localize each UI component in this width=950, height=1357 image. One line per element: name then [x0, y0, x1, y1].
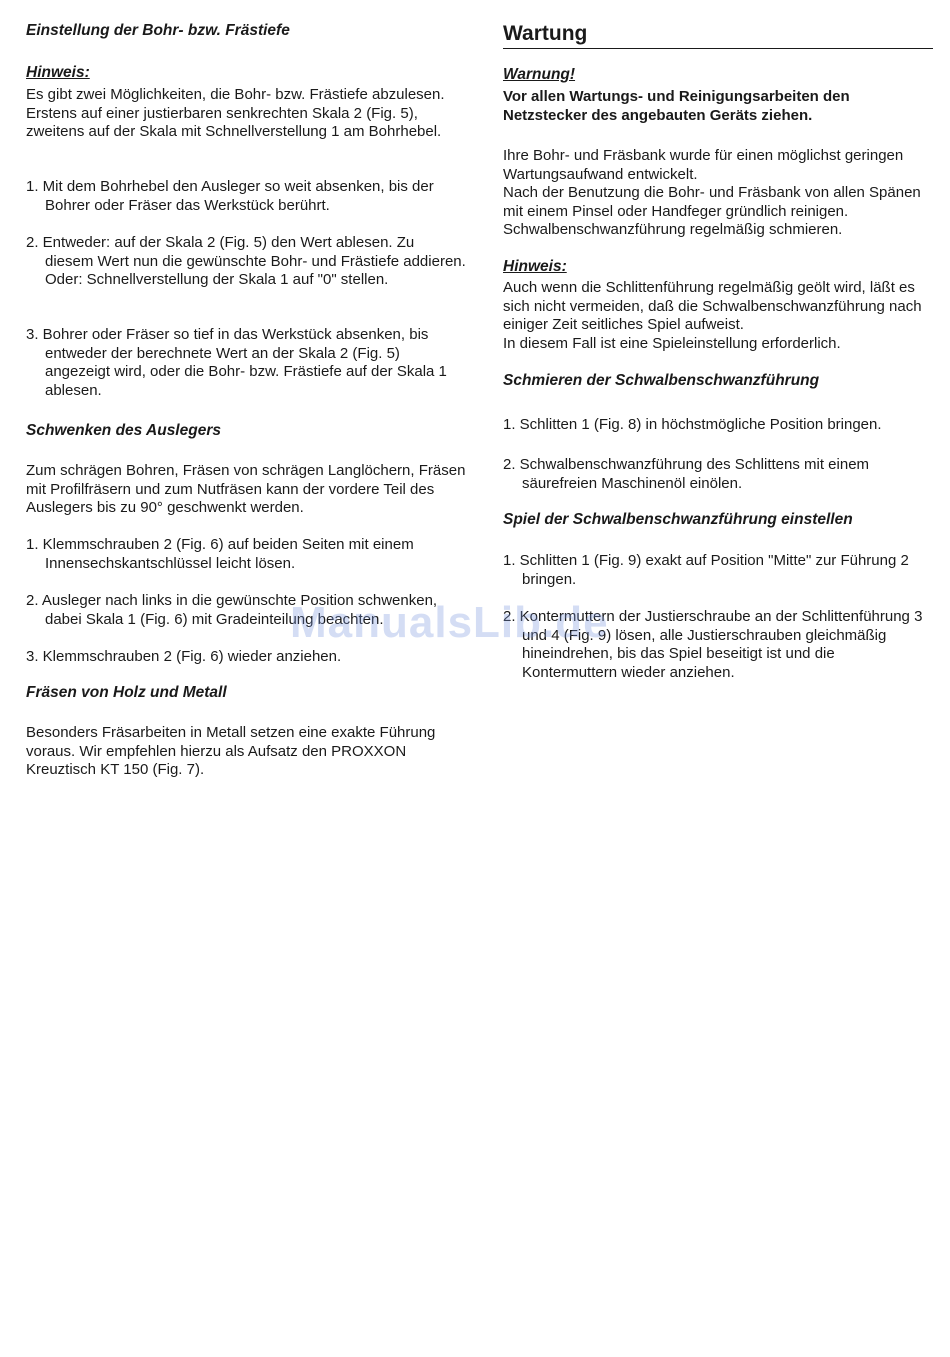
list-item: 1. Mit dem Bohrhebel den Ausleger so weit absenken, bis der Bohrer oder Fräser das Werkstück berührt. [26, 178, 434, 214]
heading-einstellung-bohrtiefe: Einstellung der Bohr- bzw. Frästiefe [26, 22, 290, 39]
section-heading-fraesen [26, 684, 466, 702]
steps-schwenken-1 [26, 536, 466, 573]
hinweis-right-paragraph-2: In diesem Fall ist eine Spieleinstellung erforderlich. [503, 334, 841, 352]
section-heading-schwenken [26, 422, 466, 440]
fraesen-paragraph-block [26, 724, 466, 780]
section-heading-bohrtiefe [26, 22, 466, 40]
list-item: 1. Schlitten 1 (Fig. 8) in höchstmögliche Position bringen. [503, 416, 882, 433]
heading-fraesen: Fräsen von Holz und Metall [26, 684, 227, 701]
list-item: 3. Klemmschrauben 2 (Fig. 6) wieder anziehen. [26, 648, 342, 665]
warnung-label: Warnung! [503, 66, 576, 83]
warnung-paragraph: Vor allen Wartungs- und Reinigungsarbeiten den Netzstecker des angebauten Geräts ziehen. [503, 88, 850, 124]
wartung-paragraph-2: Nach der Benutzung die Bohr- und Fräsbank von allen Spänen mit einem Pinsel oder Handfeger gründlich reinigen. Schwalbenschwanzführung regelmäßig schmieren. [503, 184, 921, 239]
section-heading-schmieren [503, 372, 933, 390]
wartung-paragraph-block [503, 147, 933, 240]
section-heading-spiel [503, 511, 933, 529]
list-item: 2. Ausleger nach links in die gewünschte Position schwenken, dabei Skala 1 (Fig. 6) mit Gradeinteilung beachten. [26, 592, 438, 628]
hinweis-right-block [503, 258, 933, 276]
list-item: 1. Schlitten 1 (Fig. 9) exakt auf Position "Mitte" zur Führung 2 bringen. [503, 552, 909, 588]
hinweis-paragraph-block [26, 86, 466, 142]
steps-spiel-2 [503, 608, 933, 682]
hinweis-paragraph: Es gibt zwei Möglichkeiten, die Bohr- bzw. Frästiefe abzulesen. Erstens auf einer justierbaren senkrechten Skala 2 (Fig. 5), zweitens auf der Skala mit Schnellverstellung 1 am Bohrhebel. [26, 86, 445, 141]
list-item: 2. Kontermuttern der Justierschraube an der Schlittenführung 3 und 4 (Fig. 9) lösen, alle Justierschrauben gleichmäßig hineindrehen, bis das Spiel beseitigt ist und die Kontermuttern wieder anziehen. [503, 608, 923, 681]
steps-schwenken-2 [26, 592, 466, 629]
steps-spiel-1 [503, 552, 933, 589]
hinweis-right-label: Hinweis: [503, 258, 567, 275]
list-item: 2. Entweder: auf der Skala 2 (Fig. 5) den Wert ablesen. Zu diesem Wert nun die gewünschte Bohr- und Frästiefe addieren. [26, 234, 466, 270]
steps-bohrtiefe-3 [26, 326, 466, 400]
steps-bohrtiefe-1 [26, 178, 466, 215]
steps-schmieren-1 [503, 416, 933, 435]
page-title: Wartung [503, 22, 933, 49]
watermark: ManualsLib.de [290, 598, 609, 647]
steps-schmieren-2 [503, 456, 933, 493]
schwenken-paragraph-block [26, 462, 466, 518]
list-item-continuation: Oder: Schnellverstellung der Skala 1 auf "0" stellen. [45, 271, 389, 289]
list-item: 2. Schwalbenschwanzführung des Schlittens mit einem säurefreien Maschinenöl einölen. [503, 456, 870, 492]
hinweis-label: Hinweis: [26, 64, 90, 81]
schwenken-paragraph: Zum schrägen Bohren, Fräsen von schrägen Langlöchern, Fräsen mit Profilfräsern und zum Nutfräsen kann der vordere Teil des Auslegers bis zu 90° geschwenkt werden. [26, 462, 466, 517]
heading-schmieren: Schmieren der Schwalbenschwanzführung [503, 372, 820, 389]
steps-bohrtiefe-2 [26, 234, 466, 290]
hinweis-block [26, 64, 466, 82]
heading-spiel: Spiel der Schwalbenschwanzführung einstellen [503, 511, 853, 528]
hinweis-right-paragraph-block [503, 279, 933, 353]
warnung-block [503, 66, 933, 84]
wartung-title-block [503, 22, 933, 49]
hinweis-right-paragraph-1: Auch wenn die Schlittenführung regelmäßig geölt wird, läßt es sich nicht vermeiden, daß die Schwalbenschwanzführung nach einiger Zeit seitliches Spiel aufweist. [503, 279, 922, 334]
fraesen-paragraph: Besonders Fräsarbeiten in Metall setzen eine exakte Führung voraus. Wir empfehlen hierzu als Aufsatz den PROXXON Kreuztisch KT 150 (Fig. 7). [26, 724, 436, 779]
list-item: 1. Klemmschrauben 2 (Fig. 6) auf beiden Seiten mit einem Innensechskantschlüssel leicht lösen. [26, 536, 414, 572]
heading-schwenken: Schwenken des Auslegers [26, 422, 221, 439]
warnung-paragraph-block [503, 88, 933, 125]
wartung-paragraph-1: Ihre Bohr- und Fräsbank wurde für einen möglichst geringen Wartungsaufwand entwickelt. [503, 147, 904, 183]
steps-schwenken-3 [26, 648, 466, 667]
list-item: 3. Bohrer oder Fräser so tief in das Werkstück absenken, bis entweder der berechnete Wert an der Skala 2 (Fig. 5) angezeigt wird, oder die Bohr- bzw. Frästiefe auf der Skala 1 ablesen. [26, 326, 447, 399]
